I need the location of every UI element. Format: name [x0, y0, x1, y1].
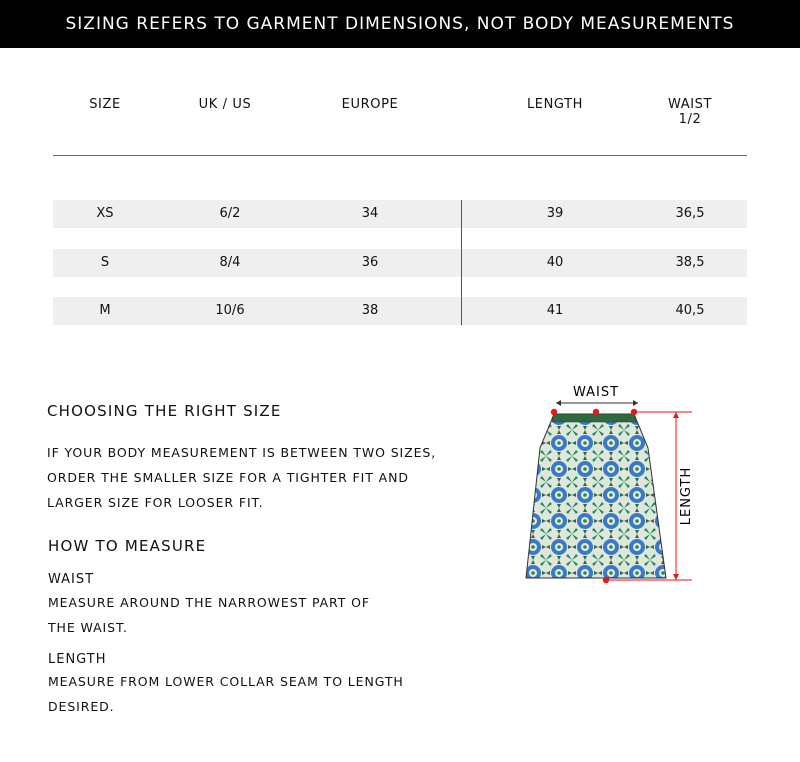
length-text	[48, 669, 404, 719]
waist-marker-right	[631, 409, 637, 415]
cell-size: S	[100, 255, 110, 270]
choosing-line: IF YOUR BODY MEASUREMENT IS BETWEEN TWO SIZES,	[47, 445, 437, 460]
cell-europe: 34	[361, 206, 379, 221]
waist-label: WAIST	[572, 385, 620, 400]
choosing-title: CHOOSING THE RIGHT SIZE	[47, 402, 282, 420]
length-label: LENGTH	[679, 466, 694, 526]
banner	[0, 0, 800, 48]
header-europe: EUROPE	[341, 97, 399, 112]
hem-marker	[603, 577, 609, 583]
waist-arrow-right	[633, 400, 638, 406]
waist-line: MEASURE AROUND THE NARROWEST PART OF	[48, 595, 370, 610]
length-title: LENGTH	[48, 652, 107, 667]
cell-length: 40	[546, 255, 564, 270]
skirt-waistband	[552, 414, 636, 422]
cell-waist: 36,5	[675, 206, 705, 221]
cell-europe: 36	[361, 255, 379, 270]
cell-length: 39	[546, 206, 564, 221]
cell-ukus: 6/2	[219, 206, 241, 221]
cell-ukus: 10/6	[215, 303, 245, 318]
choosing-line: LARGER SIZE FOR LOOSER FIT.	[47, 495, 264, 510]
cell-europe: 38	[361, 303, 379, 318]
table-row	[53, 249, 747, 277]
table-row	[53, 297, 747, 325]
header-length: LENGTH	[526, 97, 584, 112]
header-divider	[53, 155, 747, 156]
header-waist	[655, 97, 725, 127]
waist-title: WAIST	[48, 572, 95, 587]
choosing-line: ORDER THE SMALLER SIZE FOR A TIGHTER FIT AND	[47, 470, 409, 485]
skirt-body	[526, 414, 666, 578]
header-ukus: UK / US	[198, 97, 252, 112]
skirt-diagram	[520, 378, 710, 588]
waist-arrow-left	[556, 400, 561, 406]
length-line: DESIRED.	[48, 699, 115, 714]
cell-length: 41	[546, 303, 564, 318]
waist-marker-left	[551, 409, 557, 415]
cell-waist: 40,5	[675, 303, 705, 318]
cell-waist: 38,5	[675, 255, 705, 270]
how-title: HOW TO MEASURE	[48, 537, 207, 555]
waist-text	[48, 590, 370, 640]
waist-marker-center	[593, 409, 599, 415]
table-row	[53, 200, 747, 228]
cell-size: XS	[96, 206, 114, 221]
length-line: MEASURE FROM LOWER COLLAR SEAM TO LENGTH	[48, 674, 404, 689]
column-divider	[461, 200, 462, 325]
length-arrow-top	[673, 412, 679, 418]
header-waist-line2: 1/2	[678, 112, 702, 127]
length-arrow-bottom	[673, 574, 679, 580]
waist-line: THE WAIST.	[48, 620, 128, 635]
header-size: SIZE	[89, 97, 121, 112]
header-waist-line1: WAIST	[667, 97, 713, 112]
choosing-text	[47, 440, 436, 515]
cell-size: M	[99, 303, 111, 318]
banner-text: SIZING REFERS TO GARMENT DIMENSIONS, NOT BODY MEASUREMENTS	[65, 14, 735, 34]
cell-ukus: 8/4	[219, 255, 241, 270]
